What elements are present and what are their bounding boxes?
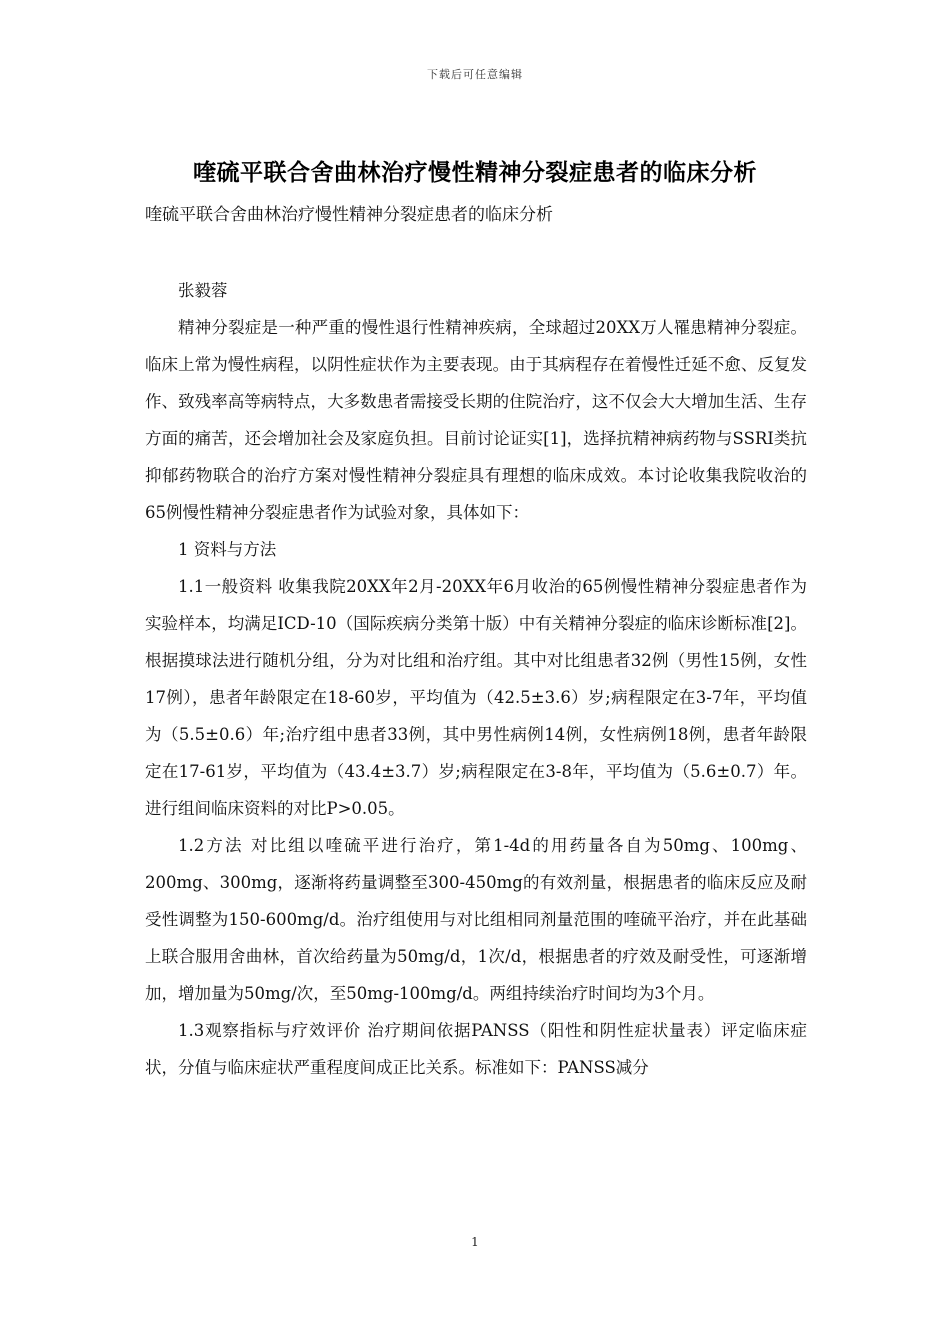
document-subtitle: 喹硫平联合舍曲林治疗慢性精神分裂症患者的临床分析 bbox=[145, 205, 553, 225]
author-line: 张毅蓉 bbox=[178, 281, 228, 300]
document-body bbox=[145, 272, 807, 1086]
section-heading-materials-methods: 1 资料与方法 bbox=[178, 540, 277, 559]
document-title: 喹硫平联合舍曲林治疗慢性精神分裂症患者的临床分析 bbox=[193, 159, 757, 186]
paragraph-general-data: 1.1一般资料 收集我院20XX年2月-20XX年6月收治的65例慢性精神分裂症患者作为实验样本，均满足ICD-10（国际疾病分类第十版）中有关精神分裂症的临床诊断标准[2]。根据摸球法进行随机分组，分为对比组和治疗组。其中对比组患者32例（男性15例，女性17例），患者年龄限定在18-60岁，平均值为（42.5±3.6）岁;病程限定在3-7年，平均值为（5.5±0.6）年;治疗组中患者33例，其中男性病例14例，女性病例18例，患者年龄限定在17-61岁，平均值为（43.4±3.7）岁;病程限定在3-8年，平均值为（5.6±0.7）年。进行组间临床资料的对比P>0.05。 bbox=[145, 577, 807, 818]
page-number: 1 bbox=[471, 1235, 479, 1249]
paragraph-evaluation: 1.3观察指标与疗效评价 治疗期间依据PANSS（阳性和阴性症状量表）评定临床症状，分值与临床症状严重程度间成正比关系。标准如下：PANSS减分 bbox=[145, 1021, 807, 1077]
page-header: 下载后可任意编辑 bbox=[427, 68, 523, 81]
paragraph-methods: 1.2方法 对比组以喹硫平进行治疗，第1-4d的用药量各自为50mg、100mg、200mg、300mg，逐渐将药量调整至300-450mg的有效剂量，根据患者的临床反应及耐受性调整为150-600mg/d。治疗组使用与对比组相同剂量范围的喹硫平治疗，并在此基础上联合服用舍曲林，首次给药量为50mg/d，1次/d，根据患者的疗效及耐受性，可逐渐增加，增加量为50mg/次，至50mg-100mg/d。两组持续治疗时间均为3个月。 bbox=[145, 836, 807, 1003]
paragraph-intro: 精神分裂症是一种严重的慢性退行性精神疾病，全球超过20XX万人罹患精神分裂症。临床上常为慢性病程，以阴性症状作为主要表现。由于其病程存在着慢性迁延不愈、反复发作、致残率高等病特点，大多数患者需接受长期的住院治疗，这不仅会大大增加生活、生存方面的痛苦，还会增加社会及家庭负担。目前讨论证实[1]，选择抗精神病药物与SSRI类抗抑郁药物联合的治疗方案对慢性精神分裂症具有理想的临床成效。本讨论收集我院收治的65例慢性精神分裂症患者作为试验对象，具体如下： bbox=[145, 318, 807, 522]
